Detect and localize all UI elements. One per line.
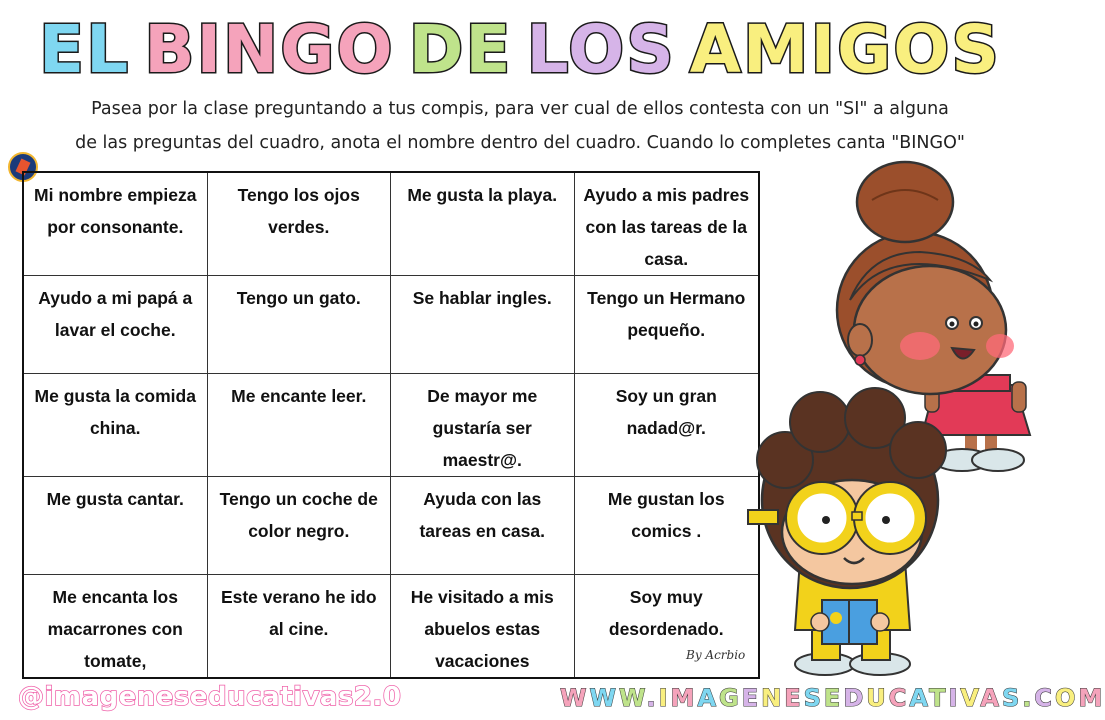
- watermark-letter: E: [741, 684, 762, 712]
- bingo-cell: Me gusta la playa.: [391, 173, 575, 276]
- bingo-cell: Ayudo a mi papá a lavar el coche.: [24, 276, 208, 374]
- watermark-letter: .: [646, 684, 659, 712]
- watermark-letter: M: [1078, 684, 1105, 712]
- bingo-cell: Me gusta cantar.: [24, 477, 208, 575]
- page-title: [0, 8, 1040, 92]
- title-word: LOS: [526, 11, 676, 88]
- bingo-cell: Tengo un gato.: [208, 276, 392, 374]
- watermark-letter: S: [803, 684, 824, 712]
- bingo-cell: Este verano he ido al cine.: [208, 575, 392, 677]
- bingo-cell: He visitado a mis abuelos estas vacaciones: [391, 575, 575, 677]
- watermark-letter: M: [670, 684, 698, 712]
- title-word: AMIGOS: [689, 11, 1001, 88]
- bingo-cell: Ayuda con las tareas en casa.: [391, 477, 575, 575]
- watermark-letter: C: [888, 684, 910, 712]
- watermark-letter: T: [929, 684, 949, 712]
- bingo-cell: Me encanta los macarrones con tomate,: [24, 575, 208, 677]
- boy-illustration: [748, 388, 946, 675]
- watermark-letter: G: [719, 684, 742, 712]
- watermark-letter: E: [823, 684, 844, 712]
- bingo-cell: Me gustan los comics .: [575, 477, 759, 575]
- watermark-letter: W: [618, 684, 647, 712]
- watermark-letter: I: [658, 684, 671, 712]
- watermark-letter: E: [784, 684, 804, 712]
- bingo-grid: [22, 171, 760, 679]
- children-illustration: [740, 160, 1040, 690]
- bingo-cell: Me gusta la comida china.: [24, 374, 208, 477]
- bingo-cell: Se hablar ingles.: [391, 276, 575, 374]
- title-word: DE: [408, 11, 513, 88]
- watermark-letter: O: [1054, 684, 1079, 712]
- bingo-cell: Mi nombre empieza por consonante.: [24, 173, 208, 276]
- watermark-letter: A: [980, 684, 1002, 712]
- watermark-letter: V: [960, 684, 981, 712]
- instructions-line-2: de las preguntas del cuadro, anota el nombre dentro del cuadro. Cuando lo completes canta "BINGO": [75, 133, 965, 153]
- watermark-letter: S: [1001, 684, 1023, 712]
- watermark-letter: C: [1034, 684, 1055, 712]
- watermark-social: @imageneseducativas2.0: [18, 682, 402, 712]
- watermark-letter: D: [843, 684, 867, 712]
- watermark-letter: U: [866, 684, 889, 712]
- bingo-cell: Ayudo a mis padres con las tareas de la casa.: [575, 173, 759, 276]
- title-word: EL: [39, 11, 131, 88]
- bingo-cell: Tengo un coche de color negro.: [208, 477, 392, 575]
- bingo-cell: Soy un gran nadad@r.: [575, 374, 759, 477]
- watermark-letter: A: [697, 684, 720, 712]
- watermark-letter: N: [761, 684, 785, 712]
- bingo-cell: Me encante leer.: [208, 374, 392, 477]
- title-word: BINGO: [144, 11, 395, 88]
- watermark-letter: W: [560, 684, 590, 712]
- bingo-cell: Tengo un Hermano pequeño.: [575, 276, 759, 374]
- watermark-letter: A: [909, 684, 930, 712]
- watermark-letter: I: [948, 684, 961, 712]
- bingo-cell: Soy muy desordenado.: [608, 587, 724, 639]
- bingo-cell: Tengo los ojos verdes.: [208, 173, 392, 276]
- signature: By Acrbio: [686, 648, 746, 662]
- watermark-letter: W: [589, 684, 619, 712]
- instructions: [20, 92, 1020, 160]
- bingo-cell: De mayor me gustaría ser maestr@.: [391, 374, 575, 477]
- instructions-line-1: Pasea por la clase preguntando a tus compis, para ver cual de ellos contesta con un "SI" a alguna: [91, 99, 949, 119]
- watermark-letter: .: [1022, 684, 1035, 712]
